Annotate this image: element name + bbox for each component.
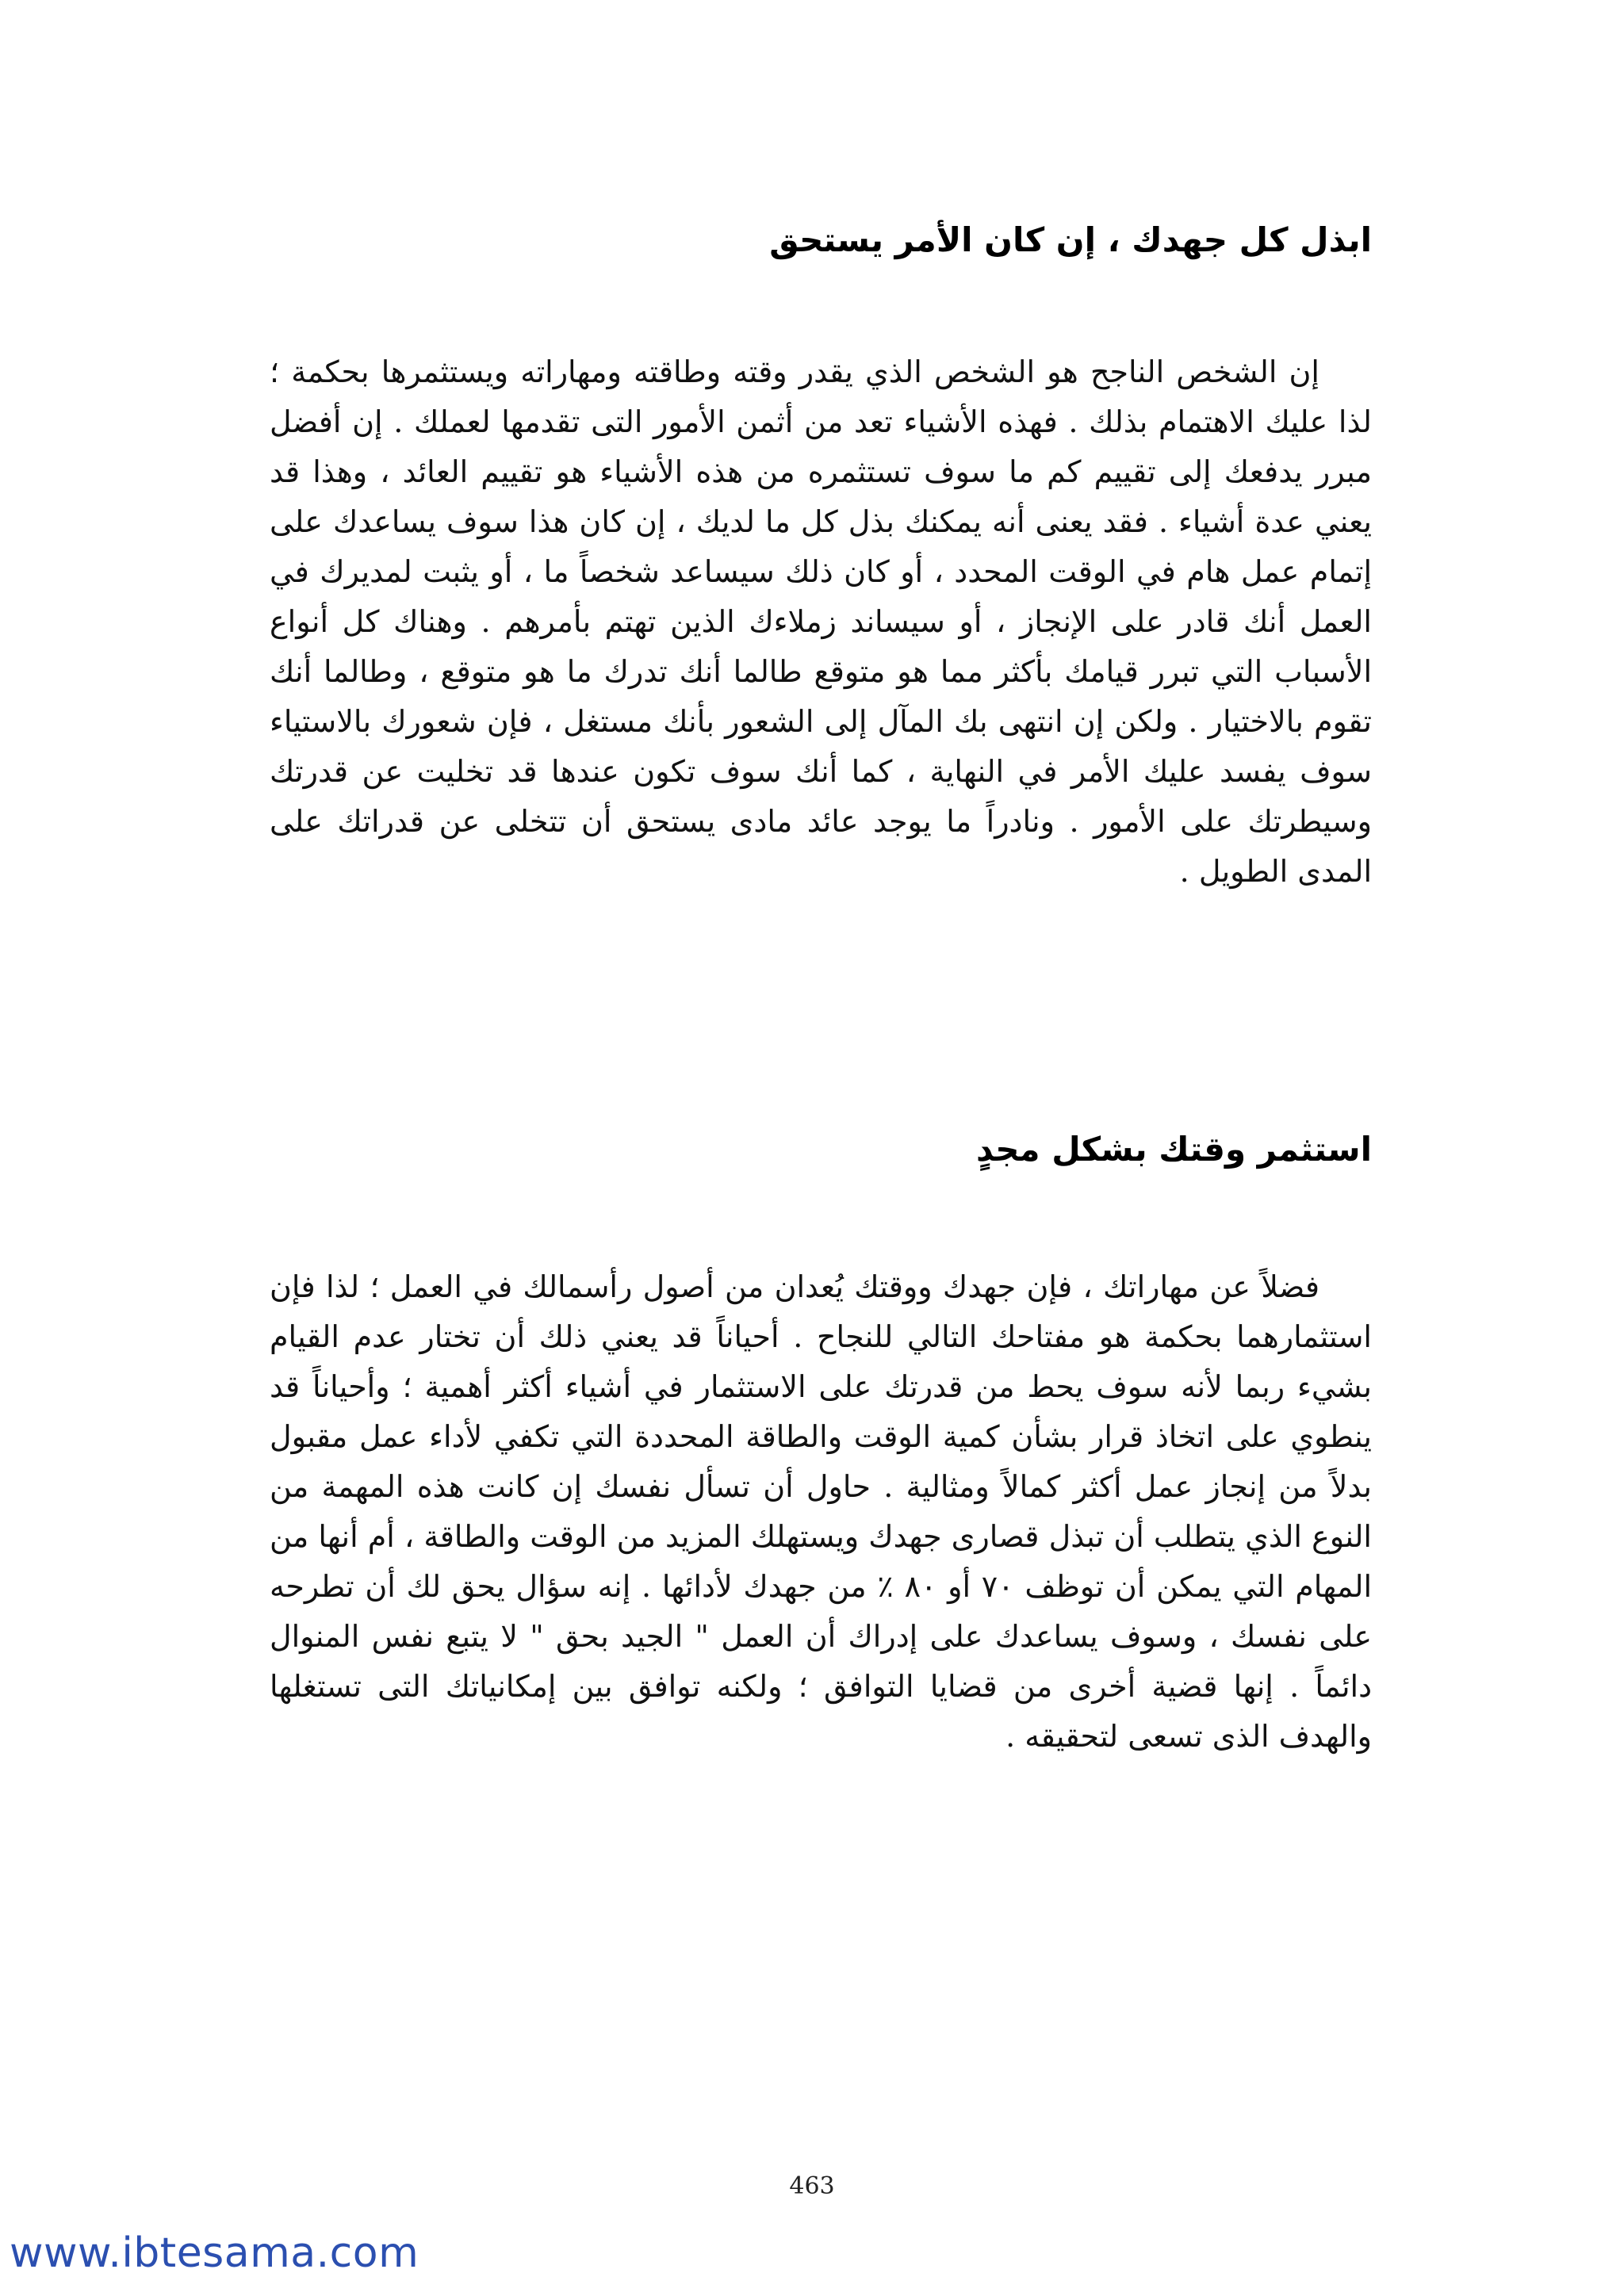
section-heading-invest-time: استثمر وقتك بشكل مجدٍ [976, 1130, 1372, 1169]
site-watermark: www.ibtesama.com [10, 2229, 419, 2277]
paragraph-effort: إن الشخص الناجح هو الشخص الذي يقدر وقته وطاقته ومهاراته ويستثمرها بحكمة ؛ لذا عليك الاهتمام بذلك . فهذه الأشياء تعد من أثمن الأمور التى تقدمها لعملك . إن أفضل مبرر يدفعك إلى تقييم كم ما سوف تستثمره من هذه الأشياء هو تقييم العائد ، وهذا قد يعني عدة أشياء . فقد يعنى أنه يمكنك بذل كل ما لديك ، إن كان هذا سوف يساعدك على إتمام عمل هام في الوقت المحدد ، أو كان ذلك سيساعد شخصاً ما ، أو يثبت لمديرك في العمل أنك قادر على الإنجاز ، أو سيساند زملاءك الذين تهتم بأمرهم . وهناك كل أنواع الأسباب التي تبرر قيامك بأكثر مما هو متوقع طالما أنك تدرك ما هو متوقع ، وطالما أنك تقوم بالاختيار . ولكن إن انتهى بك المآل إلى الشعور بأنك مستغل ، فإن شعورك بالاستياء سوف يفسد عليك الأمر في النهاية ، كما أنك سوف تكون عندها قد تخليت عن قدرتك وسيطرتك على الأمور . ونادراً ما يوجد عائد مادى يستحق أن تتخلى عن قدراتك على المدى الطويل . [270, 354, 1372, 889]
page-number: 463 [789, 2172, 835, 2200]
paragraph-invest-time: فضلاً عن مهاراتك ، فإن جهدك ووقتك يُعدان من أصول رأسمالك في العمل ؛ لذا فإن استثمارهما بحكمة هو مفتاحك التالي للنجاح . أحياناً قد يعني ذلك أن تختار عدم القيام بشيء ربما لأنه سوف يحط من قدرتك على الاستثمار في أشياء أكثر أهمية ؛ وأحياناً قد ينطوي على اتخاذ قرار بشأن كمية الوقت والطاقة المحددة التي تكفي لأداء عمل مقبول بدلاً من إنجاز عمل أكثر كمالاً ومثالية . حاول أن تسأل نفسك إن كانت هذه المهمة من النوع الذي يتطلب أن تبذل قصارى جهدك ويستهلك المزيد من الوقت والطاقة ، أم أنها من المهام التي يمكن أن توظف ٧٠ أو ٨٠ ٪ من جهدك لأدائها . إنه سؤال يحق لك أن تطرحه على نفسك ، وسوف يساعدك على إدراك أن العمل " الجيد بحق " لا يتبع نفس المنوال دائماً . إنها قضية أخرى من قضايا التوافق ؛ ولكنه توافق بين إمكانياتك التى تستغلها والهدف الذى تسعى لتحقيقه . [270, 1269, 1372, 1754]
section-body-effort [270, 347, 1372, 897]
section-heading-effort: ابذل كل جهدك ، إن كان الأمر يستحق [769, 220, 1372, 259]
section-body-invest-time [270, 1262, 1372, 1762]
